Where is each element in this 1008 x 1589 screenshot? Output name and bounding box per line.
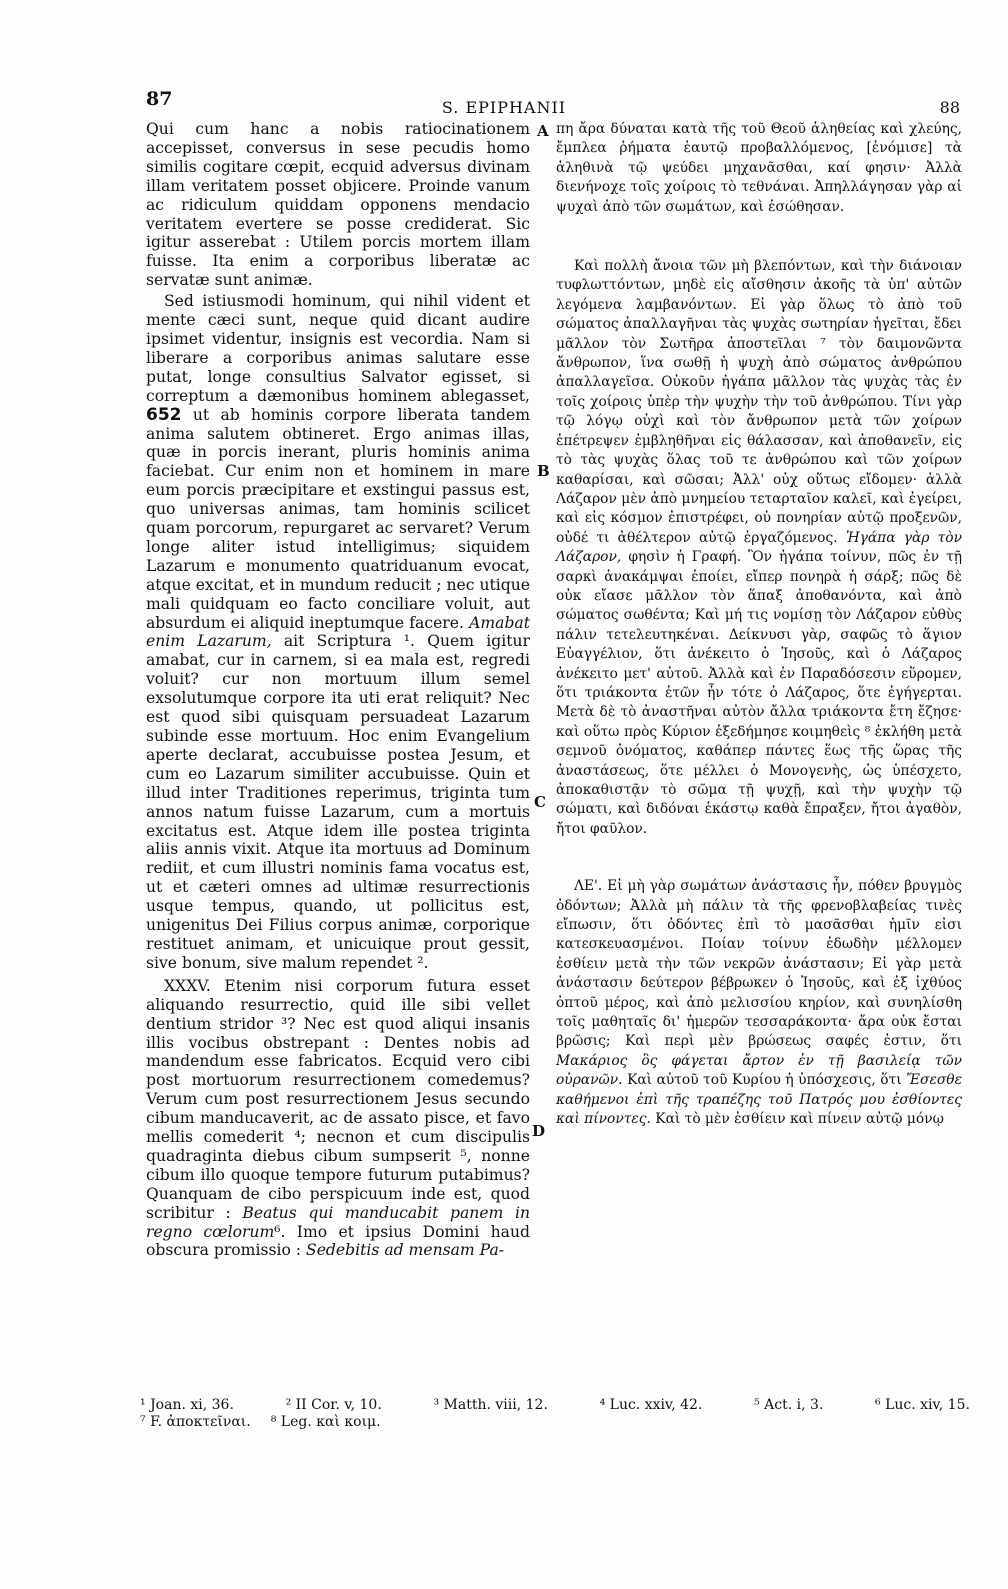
column-number-marker: 652 <box>146 404 182 425</box>
footnote-row-2 <box>140 1414 970 1431</box>
latin-paragraph-2-middle: ut ab hominis corpore liberata tandem anima salutem obtineret. Ergo animas illas, quæ in porcis inerant, pluris hominis anima faciebat. Cur enim non et hominem in mare eum porcis præcipitare et exstingui passus est, quo universas animas, tam hominis scilicet quam porcorum, repurgaret ac servaret? Verum longe aliter istud intelligimus; siquidem Lazarum e monumento quatriduanum evocat, atque excitat, et in mundum reducit ; nec utique mali quidquam eo facto conciliare voluit, aut absurdum ei aliquid ineptumque facere. <box>146 405 530 632</box>
page-header <box>0 88 1008 118</box>
section-number-xxxv: XXXV. <box>164 976 211 995</box>
footnote-1: ¹ Joan. xi, 36. <box>140 1397 234 1413</box>
latin-paragraph-3-middle: ⁶. Imo et ipsius Domini haud obscura promissio : <box>146 1222 530 1260</box>
greek-paragraph-3-middle: Καὶ αὐτοῦ τοῦ Κυρίου ἡ ὑπόσχεσις, ὅτι <box>627 1072 902 1089</box>
margin-marker-c: C <box>534 793 546 811</box>
footnotes <box>140 1397 970 1431</box>
greek-quote-esesthe: Ἔσεσθε καθήμενοι ἐπὶ τῆς τραπέζης τοῦ Πατρός μου ἐσθίοντες καὶ πίνοντες. <box>556 1072 963 1128</box>
footnote-row-1 <box>140 1397 970 1414</box>
greek-paragraph-2-start: Καὶ πολλὴ ἄνοια τῶν μὴ βλεπόντων, καὶ τὴν διάνοιαν τυφλωττόντων, μηδὲ εἰς αἴσθησιν ἀκοῆς τὰ ὑπ' αὐτῶν λεγόμενα λαμβανόντων. Εἰ γὰρ ὅλως τὸ ἀπὸ τοῦ σώματος ἀπαλλαγῆναι τὰς ψυχὰς σωτηρίαν ἡγεῖται, ἔδει μᾶλλον τὸν Σωτῆρα ἀποστεῖλαι ⁷ τὸν δαιμονῶντα ἄνθρωπον, ἵνα σωθῇ ἡ ψυχὴ ἀπὸ σώματος ἀνθρώπου ἀπαλλαγεῖσα. Οὐκοῦν ἠγάπα μᾶλλον τὰς ψυχὰς τὰς ἐν τοῖς χοίροις ὑπὲρ τὴν ψυχὴν τὴν τοῦ ἀνθρώπου. Τίνι γὰρ τῷ λόγῳ οὐχὶ καὶ τὸν ἄνθρωπον μετὰ τῶν χοίρων ἐπέτρεψεν ἐμβληθῆναι εἰς θάλασσαν, καὶ ἀποθανεῖν, εἰς τὸ τὰς ψυχὰς ὅλας τοῦ τε ἀνθρώπου καὶ τῶν χοίρων καθαρίσαι, καὶ σῶσαι; Ἀλλ' οὐχ οὕτως εἴδομεν· ἀλλὰ Λάζαρον μὲν ἀπὸ μνημείου τεταρταῖον καλεῖ, καὶ ἐγείρει, καὶ εἰς κόσμον ἐπιστρέφει, οὐ πονηρίαν αὐτῷ προξενῶν, οὐδέ τι ἀθέλτερον αὐτῷ ἐργαζόμενος. <box>556 258 962 546</box>
latin-column <box>146 120 530 1260</box>
greek-column <box>556 120 962 1130</box>
greek-quote-makarios: Μακάριος ὃς φάγεται ἄρτον ἐν τῇ βασιλείᾳ τῶν οὐρανῶν. <box>556 1052 962 1089</box>
latin-paragraph-1: Qui cum hanc a nobis ratiocinationem accepisset, conversus in sese pecudis homo similis cogitare cœpit, ecquid adversus divinam illam veritatem posset objicere. Proinde vanum ac ridiculum quiddam opponens mendacio veritatem evertere se posse crediderat. Sic igitur asserebat : Utilem porcis mortem illam fuisse. Ita enim a corporibus liberatæ ac servatæ sunt animæ. <box>146 120 530 290</box>
footnote-8: ⁸ Leg. καὶ κοιμ. <box>270 1414 381 1430</box>
greek-paragraph-2-end: φησὶν ἡ Γραφή. Ὃν ἠγάπα τοίνυν, πῶς ἐν τῇ σαρκὶ ἀνακάμψαι ἐποίει, εἴπερ πονηρὰ ἡ σάρξ; πῶς δὲ οὐκ εἴασε μᾶλλον τὸν ἅπαξ ἀποθανόντα, καὶ ἀπὸ σώματος σωθέντα; Καὶ μή τις νομίσῃ τὸν Λάζαρον εὐθὺς πάλιν τετελευτηκέναι. Δείκνυσι γὰρ, σαφῶς τὸ ἅγιον Εὐαγγέλιον, ὅτι ἀνέκειτο ὁ Ἰησοῦς, καὶ ὁ Λάζαρος ἀνέκειτο μετ' αὐτοῦ. Ἀλλὰ καὶ ἐν Παραδόσεσιν εὕρομεν, ὅτι τριάκοντα ἐτῶν ἦν τότε ὁ Λάζαρος, ὅτε ἐγήγερται. Μετὰ δὲ τὸ ἀναστῆναι αὐτὸν ἄλλα τριάκοντα ἔτη ἔζησε· καὶ οὕτω πρὸς Κύριον ἐξεδήμησε κοιμηθεὶς ⁸ ἐκλήθη μετὰ σεμνοῦ ὀνόματος, καθάπερ πάντες ἕως τῆς ὥρας τῆς ἀναστάσεως, ὅτε μέλλει ὁ Μονογενὴς, ὡς ὑπέσχετο, ἀποκαθιστᾷν τὸ σῶμα τῇ ψυχῇ, καὶ τὴν ψυχὴν τῷ σώματι, καὶ διδόναι ἑκάστῳ καθὰ ἔπραξεν, ἤτοι ἀγαθὸν, ἤτοι φαῦλον. <box>556 549 963 837</box>
latin-quote-sedebitis: Sedebitis ad mensam Pa- <box>306 1241 505 1260</box>
greek-paragraph-1: πη ἄρα δύναται κατὰ τῆς τοῦ Θεοῦ ἀληθείας καὶ χλεύης, ἔμπλεα ῥήματα ἑαυτῷ προβαλλόμενος, [ἐνόμισε] τὰ ἀληθινὰ τῷ ψεύδει μηχανᾶσθαι, καί φησιν· Ἀλλὰ διενήνοχε τοῖς χοίροις τὸ τεθνάναι. Ἀπηλλάγησαν γὰρ αἱ ψυχαὶ ἀπὸ τῶν σωμάτων, καὶ ἐσώθησαν. <box>556 121 962 215</box>
latin-quote-beatus: Beatus qui manducabit panem in regno cœlorum <box>146 1203 530 1241</box>
footnote-2: ² II Cor. v, 10. <box>285 1397 382 1413</box>
latin-quote-amabat: Amabat enim Lazarum, <box>146 613 530 651</box>
greek-paragraph-3-start: ΛΕ'. Εἰ μὴ γὰρ σωμάτων ἀνάστασις ἦν, πόθεν βρυγμὸς ὀδόντων; Ἀλλὰ μὴ πάλιν τὰ τῆς φρενοβλαβείας τινὲς εἴπωσιν, ὅτι ὀδόντες ἐπὶ τὸ μασᾶσθαι ἡμῖν εἰσι κατεσκευασμένοι. Ποίαν τοίνυν ἐδωδὴν μέλλομεν ἐσθίειν μετὰ τὴν τῶν νεκρῶν ἀνάστασιν; Εἰ γὰρ μετὰ ἀνάστασιν δεύτερον βέβρωκεν ὁ Ἰησοῦς, καὶ ἐξ ἰχθύος ὀπτοῦ μέρος, καὶ ἀπὸ μελισσίου κηρίον, καὶ συνηλίσθη τοῖς μαθηταῖς δι' ἡμερῶν τεσσαράκοντα· ἄρα οὐκ ἔσται βρῶσις; Καὶ περὶ μὲν βρώσεως σαφές ἐστιν, ὅτι <box>556 878 962 1050</box>
margin-marker-a: A <box>537 122 549 140</box>
greek-paragraph-3 <box>556 877 962 1129</box>
greek-paragraph-3-end: Καὶ τὸ μὲν ἐσθίειν καὶ πίνειν αὐτῷ μόνῳ <box>655 1111 944 1128</box>
margin-marker-d: D <box>532 1122 546 1140</box>
latin-paragraph-3 <box>146 977 530 1261</box>
page-number-right: 88 <box>939 98 960 117</box>
footnote-6: ⁶ Luc. xiv, 15. <box>875 1397 970 1413</box>
margin-marker-b: B <box>537 462 550 480</box>
greek-quote-egapa: Ἠγάπα γὰρ τὸν Λάζαρον, <box>556 529 962 566</box>
footnote-4: ⁴ Luc. xxiv, 42. <box>599 1397 703 1413</box>
footnote-7: ⁷ F. ἀποκτεῖναι. <box>140 1414 251 1430</box>
latin-paragraph-2-start: Sed istiusmodi hominum, qui nihil vident et mente cæci sunt, neque quid dicant audire ipsimet videntur, insignis est vecordia. Nam si liberare a corporibus animas salutare esse putat, longe consultius Salvator egisset, si correptum a dæmonibus hominem ablegasset, <box>146 292 530 405</box>
footnote-5: ⁵ Act. i, 3. <box>754 1397 824 1413</box>
latin-paragraph-2-end: ait Scriptura ¹. Quem igitur amabat, cur in carnem, si ea mala est, regredi voluit? cur non mortuum illum semel exsolutumque corpore ita uti erat reliquit? Nec est quod sibi quisquam persuadeat Lazarum subinde esse mortuum. Hoc enim Evangelium aperte declarat, accubuisse postea Jesum, et cum eo Lazarum similiter accubuisse. Quin et illud inter Traditiones reperimus, triginta tum annos natum fuisse Lazarum, cum a mortuis excitatus est. Atque idem ille postea triginta aliis annis vixit. Atque ita mortuus ad Dominum rediit, et cum illustri nominis fama vocatus est, ut et cæteri omnes ad ultimæ resurrectionis usque tempus, quando, ut pollicitus est, unigenitus Dei Filius corpus animæ, corporique restituet animam, et unicuique prout gessit, sive bonum, sive malum rependet ². <box>146 632 530 972</box>
latin-paragraph-2 <box>146 292 530 973</box>
latin-paragraph-3-start: Etenim nisi corporum futura esset aliquando resurrectio, quid ille sibi vellet dentium stridor ³? Nec est quod aliqui insanis illis vocibus obstrepant : Dentes nobis ad mandendum esse fabricatos. Ecquid vero cibi post mortuorum resurrectionem comedemus? Verum cum post resurrectionem Jesus secundo cibum manducaverit, ac de assato pisce, et favo mellis comederit ⁴; necnon et cum discipulis quadraginta diebus cibum sumpserit ⁵, nonne cibum illo quoque tempore futurum putabimus? Quanquam de cibo perspicuum inde est, quod scribitur : <box>146 976 530 1222</box>
footnote-3: ³ Matth. viii, 12. <box>433 1397 548 1413</box>
greek-paragraph-2 <box>556 257 962 839</box>
page-number-left: 87 <box>146 88 173 110</box>
running-title: S. EPIPHANII <box>441 98 567 117</box>
